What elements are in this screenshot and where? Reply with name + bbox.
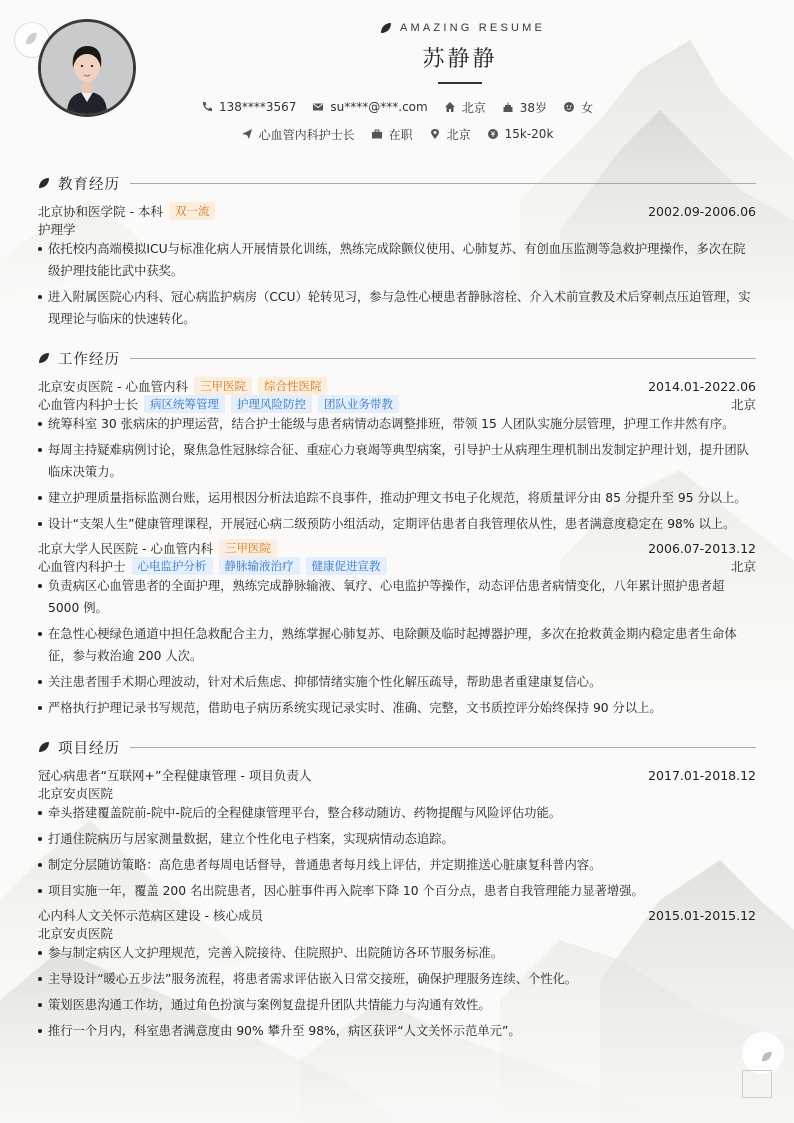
project-2-header <box>38 907 756 923</box>
section-project <box>38 737 756 757</box>
cake-icon <box>502 101 514 113</box>
list-item: 项目实施一年，覆盖 200 名出院患者，因心脏事件再入院率下降 10 个百分点，患者自我管理能力显著增强。 <box>38 880 756 902</box>
org-tag: 三甲医院 <box>219 539 277 557</box>
work-org: 北京大学人民医院 - 心血管内科 <box>38 541 213 556</box>
section-work <box>38 348 756 368</box>
info-gender: 女 <box>563 99 593 116</box>
project-1-org-row <box>38 785 756 801</box>
education-major-row <box>38 221 756 237</box>
project-2-bullets <box>38 942 756 1046</box>
list-item: 制定分层随访策略：高危患者每周电话督导，普通患者每月线上评估，并定期推送心脏康复科普内容。 <box>38 854 756 876</box>
gender-icon <box>563 101 575 113</box>
info-location: 北京 <box>429 126 471 143</box>
work-2-bullets <box>38 575 756 723</box>
info-status: 在职 <box>371 126 413 143</box>
list-item: 牵头搭建覆盖院前-院中-院后的全程健康管理平台，整合移动随访、药物提醒与风险评估功能。 <box>38 802 756 824</box>
work-1-role-row <box>38 396 756 412</box>
location-icon <box>429 128 441 140</box>
section-divider <box>130 358 756 359</box>
project-title: 心内科人文关怀示范病区建设 - 核心成员 <box>38 908 263 923</box>
send-icon <box>241 128 253 140</box>
info-salary: 15k-20k <box>487 127 554 141</box>
work-role: 心血管内科护士 <box>38 559 126 574</box>
role-tag: 静脉输液治疗 <box>219 557 300 575</box>
mail-icon <box>312 101 324 113</box>
salary-icon <box>487 128 499 140</box>
section-title-text: 工作经历 <box>58 351 120 368</box>
section-title-text: 教育经历 <box>58 176 120 193</box>
leaf-icon <box>38 177 50 189</box>
section-title-text: 项目经历 <box>58 740 120 757</box>
job-info-row <box>0 125 794 143</box>
list-item: 打通住院病历与居家测量数据，建立个性化电子档案，实现病情动态追踪。 <box>38 828 756 850</box>
list-item: 严格执行护理记录书写规范，借助电子病历系统实现记录实时、准确、完整，文书质控评分始终保持 90 分以上。 <box>38 697 756 719</box>
list-item: 在急性心梗绿色通道中担任急救配合主力，熟练掌握心肺复苏、电除颤及临时起搏器护理，多次在抢救黄金期内稳定患者生命体征，参与救治逾 200 人次。 <box>38 623 756 667</box>
role-tag: 病区统筹管理 <box>144 395 225 413</box>
info-phone: 138****3567 <box>201 100 296 114</box>
section-divider <box>130 747 756 748</box>
info-age: 38岁 <box>502 99 547 116</box>
info-email: su****@***.com <box>312 100 427 114</box>
list-item: 推行一个月内，科室患者满意度由 90% 攀升至 98%，病区获评“人文关怀示范单元”。 <box>38 1020 756 1042</box>
briefcase-icon <box>371 128 383 140</box>
list-item: 建立护理质量指标监测台账，运用根因分析法追踪不良事件，推动护理文书电子化规范，将质量评分由 85 分提升至 95 分以上。 <box>38 487 756 509</box>
org-tag: 综合性医院 <box>258 377 328 395</box>
project-1-header <box>38 767 756 783</box>
project-1-bullets <box>38 802 756 906</box>
project-date: 2015.01-2015.12 <box>648 907 756 923</box>
list-item: 统筹科室 30 张病床的护理运营，结合护士能级与患者病情动态调整排班，带领 15 人团队实施分层管理，护理工作井然有序。 <box>38 413 756 435</box>
phone-icon <box>201 101 213 113</box>
section-divider <box>130 183 756 184</box>
role-tag: 护理风险防控 <box>231 395 312 413</box>
list-item: 策划医患沟通工作坊，通过角色扮演与案例复盘提升团队共情能力与沟通有效性。 <box>38 994 756 1016</box>
home-icon <box>444 101 456 113</box>
project-org: 北京安贞医院 <box>38 926 114 941</box>
brand-text: AMAZING RESUME <box>400 22 546 34</box>
role-tag: 健康促进宣教 <box>306 557 387 575</box>
list-item: 进入附属医院心内科、冠心病监护病房（CCU）轮转见习，参与急性心梗患者静脉溶栓、介入术前宣教及术后穿刺点压迫管理，实现理论与临床的快速转化。 <box>38 286 756 330</box>
work-1-bullets <box>38 413 756 539</box>
name-underline <box>438 82 482 84</box>
major: 护理学 <box>38 222 76 237</box>
list-item: 设计“支架人生”健康管理课程，开展冠心病二级预防小组活动，定期评估患者自我管理依从性，患者满意度稳定在 98% 以上。 <box>38 513 756 535</box>
list-item: 依托校内高端模拟ICU与标准化病人开展情景化训练，熟练完成除颤仪使用、心肺复苏、有创血压监测等急救护理操作，多次在院级护理技能比武中获奖。 <box>38 238 756 282</box>
work-date: 2014.01-2022.06 <box>648 378 756 394</box>
education-bullets <box>38 238 756 334</box>
decor-corner-frame <box>742 1070 772 1098</box>
list-item: 关注患者围手术期心理波动，针对术后焦虑、抑郁情绪实施个性化解压疏导，帮助患者重建康复信心。 <box>38 671 756 693</box>
work-city: 北京 <box>730 559 756 574</box>
list-item: 每周主持疑难病例讨论，聚焦急性冠脉综合征、重症心力衰竭等典型病案，引导护士从病理生理机制出发制定护理计划，提升团队临床决策力。 <box>38 439 756 483</box>
school-name: 北京协和医学院 - 本科 <box>38 204 163 219</box>
project-date: 2017.01-2018.12 <box>648 767 756 783</box>
org-tag: 三甲医院 <box>194 377 252 395</box>
list-item: 参与制定病区人文护理规范，完善入院接待、住院照护、出院随访各环节服务标准。 <box>38 942 756 964</box>
info-city: 北京 <box>444 99 486 116</box>
leaf-icon <box>38 741 50 753</box>
leaf-icon <box>380 22 392 34</box>
info-position: 心血管内科护士长 <box>241 126 355 143</box>
work-role: 心血管内科护士长 <box>38 397 139 412</box>
work-city: 北京 <box>730 397 756 412</box>
work-2-role-row <box>38 558 756 574</box>
candidate-name: 苏静静 <box>422 47 498 72</box>
work-org: 北京安贞医院 - 心血管内科 <box>38 379 188 394</box>
section-education <box>38 173 756 193</box>
project-2-org-row <box>38 925 756 941</box>
role-tag: 心电监护分析 <box>132 557 213 575</box>
brand <box>380 20 560 36</box>
school-tag: 双一流 <box>169 202 216 220</box>
list-item: 主导设计“暖心五步法”服务流程，将患者需求评估嵌入日常交接班，确保护理服务连续、个性化。 <box>38 968 756 990</box>
leaf-icon <box>38 352 50 364</box>
education-header <box>38 203 756 219</box>
work-1-header <box>38 378 756 394</box>
work-2-header <box>38 540 756 556</box>
role-tag: 团队业务带教 <box>318 395 399 413</box>
project-org: 北京安贞医院 <box>38 786 114 801</box>
decor-corner-circle <box>742 1032 784 1074</box>
project-title: 冠心病患者“互联网+”全程健康管理 - 项目负责人 <box>38 768 312 783</box>
contact-info-row <box>0 98 794 116</box>
education-date: 2002.09-2006.06 <box>648 203 756 219</box>
list-item: 负责病区心血管患者的全面护理，熟练完成静脉输液、氧疗、心电监护等操作，动态评估患者病情变化，八年累计照护患者超 5000 例。 <box>38 575 756 619</box>
work-date: 2006.07-2013.12 <box>648 540 756 556</box>
